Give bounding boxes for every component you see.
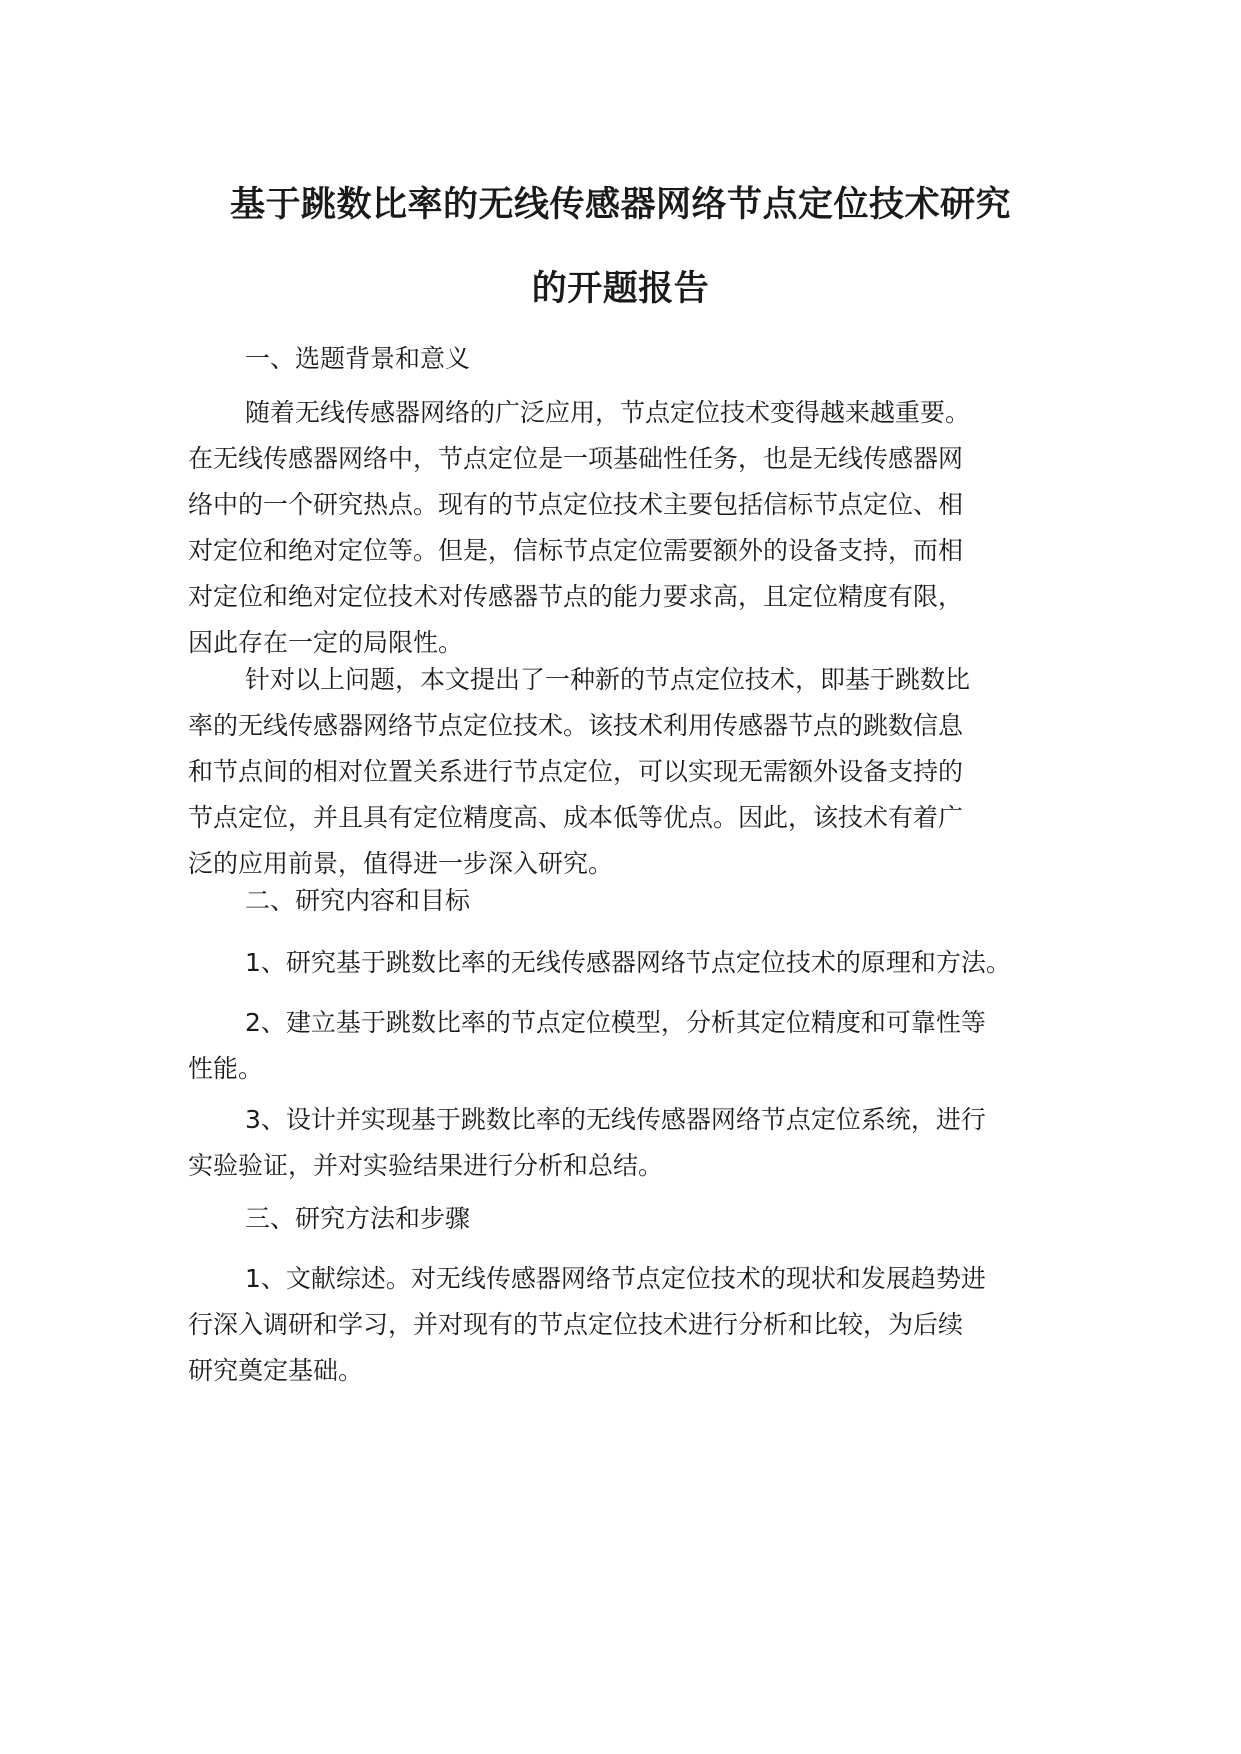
- paragraph-line: 络中的一个研究热点。现有的节点定位技术主要包括信标节点定位、相: [188, 490, 964, 519]
- paragraph-line: 节点定位，并且具有定位精度高、成本低等优点。因此，该技术有着广: [188, 803, 964, 832]
- paragraph-line: 研究奠定基础。: [188, 1356, 364, 1385]
- paragraph-line: 因此存在一定的局限性。: [188, 628, 464, 657]
- paragraph-line: 2、建立基于跳数比率的节点定位模型，分析其定位精度和可靠性等: [245, 1008, 986, 1037]
- paragraph: [188, 940, 1058, 986]
- section-heading: [188, 878, 1058, 924]
- paragraph-line: 1、研究基于跳数比率的无线传感器网络节点定位技术的原理和方法。: [245, 948, 1011, 977]
- paragraph-line: 实验验证，并对实验结果进行分析和总结。: [188, 1151, 664, 1180]
- paragraph-line: 率的无线传感器网络节点定位技术。该技术利用传感器节点的跳数信息: [188, 711, 964, 740]
- paragraph-line: 和节点间的相对位置关系进行节点定位，可以实现无需额外设备支持的: [188, 757, 964, 786]
- paragraph: [188, 657, 1058, 887]
- section-heading-text: 二、研究内容和目标: [245, 886, 471, 915]
- paragraph: [188, 390, 1058, 666]
- paragraph: [188, 1256, 1058, 1394]
- document-title-line-1: 基于跳数比率的无线传感器网络节点定位技术研究: [229, 185, 1011, 225]
- paragraph-line: 1、文献综述。对无线传感器网络节点定位技术的现状和发展趋势进: [245, 1264, 986, 1293]
- paragraph: [188, 1097, 1058, 1189]
- paragraph-line: 3、设计并实现基于跳数比率的无线传感器网络节点定位系统，进行: [245, 1105, 986, 1134]
- paragraph-line: 随着无线传感器网络的广泛应用，节点定位技术变得越来越重要。: [245, 398, 971, 427]
- section-heading: [188, 1196, 1058, 1242]
- section-heading: [188, 336, 1058, 382]
- document-title-line-2: 的开题报告: [531, 269, 710, 309]
- paragraph-line: 泛的应用前景，值得进一步深入研究。: [188, 849, 614, 878]
- paragraph-line: 性能。: [188, 1054, 264, 1083]
- paragraph-line: 针对以上问题，本文提出了一种新的节点定位技术，即基于跳数比: [245, 665, 971, 694]
- paragraph-line: 对定位和绝对定位等。但是，信标节点定位需要额外的设备支持，而相: [188, 536, 964, 565]
- paragraph-line: 对定位和绝对定位技术对传感器节点的能力要求高，且定位精度有限，: [188, 582, 964, 611]
- section-heading-text: 一、选题背景和意义: [245, 344, 471, 373]
- paragraph-line: 在无线传感器网络中，节点定位是一项基础性任务，也是无线传感器网: [188, 444, 964, 473]
- paragraph: [188, 1000, 1058, 1092]
- paragraph-line: 行深入调研和学习，并对现有的节点定位技术进行分析和比较，为后续: [188, 1310, 964, 1339]
- section-heading-text: 三、研究方法和步骤: [245, 1204, 471, 1233]
